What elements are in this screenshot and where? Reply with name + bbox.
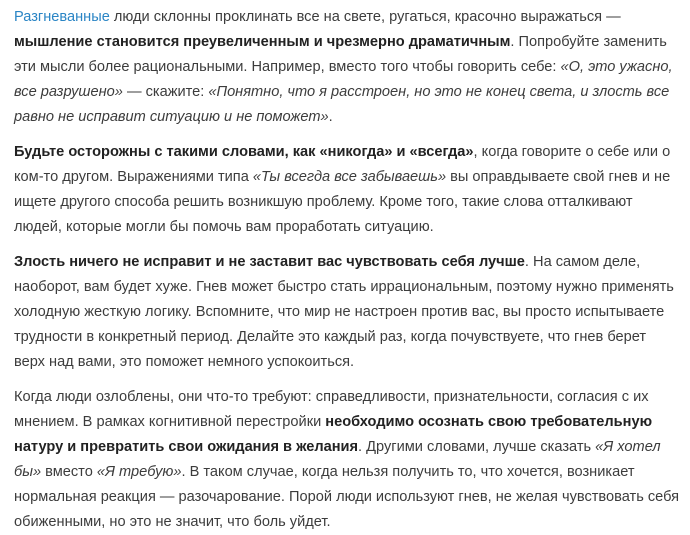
italic-quote: «О, это ужасно, все разрушено» xyxy=(14,59,673,100)
text: вы оправдываете свой гнев и не ищете другого способа решить возникшую проблему. Кроме того, такие слова отталкивают людей, которые могли бы помочь вам проработать ситуацию. xyxy=(14,169,671,235)
text: люди склонны проклинать все на свете, ругаться, красочно выражаться — xyxy=(109,9,621,25)
text: вместо xyxy=(41,464,97,480)
text: . xyxy=(328,109,333,125)
text: — скажите: xyxy=(122,84,209,100)
text: . Другими словами, лучше сказать xyxy=(358,439,596,455)
paragraph-1 xyxy=(14,5,680,130)
bold-text: необходимо осознать свою требовательную натуру и превратить свои ожидания в желания xyxy=(14,414,653,455)
text: , когда говорите о себе или о ком-то другом. Выражениями типа xyxy=(14,144,671,185)
bold-text: Будьте осторожны с такими словами, как «никогда» и «всегда» xyxy=(14,144,474,160)
italic-quote: «Понятно, что я расстроен, но это не конец света, и злость все равно не исправит ситуацию и не поможет» xyxy=(14,84,670,125)
text: Когда люди озлоблены, они что-то требуют: справедливости, признательности, согласия с их мнением. В рамках когнитивной перестройки xyxy=(14,389,649,430)
italic-quote: «Я хотел бы» xyxy=(14,439,661,480)
anger-link[interactable]: Разгневанные xyxy=(14,9,110,25)
text: . На самом деле, наоборот, вам будет хуже. Гнев может быстро стать иррациональным, поэтому нужно применять холодную жесткую логику. Вспомните, что мир не настроен против вас, вы просто испытываете трудности в конкретный период. Делайте это каждый раз, когда почувствуете, что гнев берет верх над вами, это поможет немного успокоиться. xyxy=(14,254,674,370)
bold-text: Злость ничего не исправит и не заставит вас чувствовать себя лучше xyxy=(14,254,525,270)
text: . В таком случае, когда нельзя получить то, что хочется, возникает нормальная реакция — разочарование. Порой люди используют гнев, не желая чувствовать себя обиженными, но это не значит, что боль уйдет. xyxy=(14,464,680,530)
paragraph-3 xyxy=(14,250,680,375)
italic-quote: «Я требую» xyxy=(96,464,182,480)
bold-text: мышление становится преувеличенным и чрезмерно драматичным xyxy=(14,34,511,50)
paragraph-2 xyxy=(14,140,680,240)
italic-quote: «Ты всегда все забываешь» xyxy=(252,169,447,185)
paragraph-4 xyxy=(14,385,680,535)
text: . Попробуйте заменить эти мысли более рациональными. Например, вместо того чтобы говорить себе: xyxy=(14,34,667,75)
